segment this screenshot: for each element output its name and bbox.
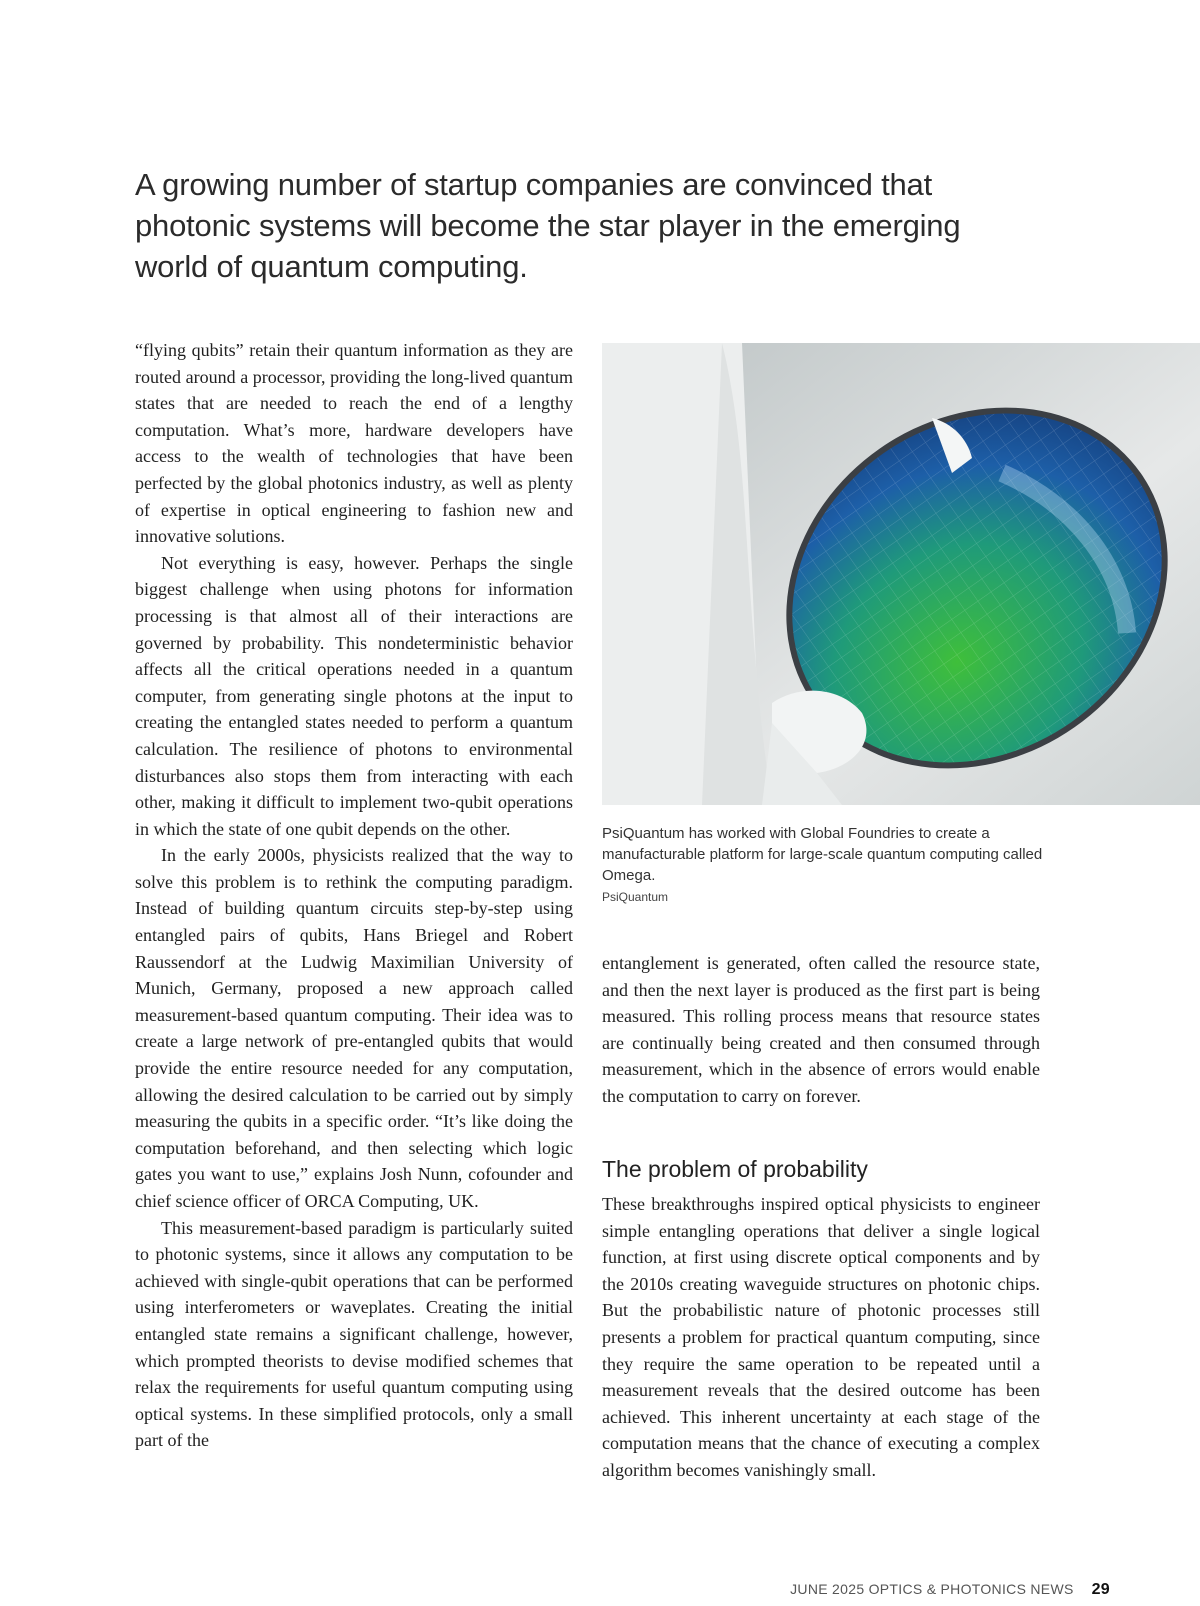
photo-credit: PsiQuantum	[602, 890, 669, 904]
paragraph: “flying qubits” retain their quantum information as they are routed around a processor, providing the long-lived quantum states that are needed to reach the end of a lengthy computation. What’s more, hardware developers have access to the wealth of technologies that have been perfected by the global photonics industry, as well as plenty of expertise in optical engineering to fashion new and innovative solutions.	[135, 340, 573, 547]
deck-headline: A growing number of startup companies are convinced that photonic systems will become the star player in the emerging world of quantum computing.	[135, 167, 961, 284]
body-column-right-top	[602, 950, 1040, 1110]
paragraph: In the early 2000s, physicists realized that the way to solve this problem is to rethink the computing paradigm. Instead of building quantum circuits step-by-step using entangled pairs of qubits, Hans Briegel and Robert Raussendorf at the Ludwig Maximilian University of Munich, Germany, proposed a new approach called measurement-based quantum computing. Their idea was to create a large network of pre-entangled qubits that would provide the entire resource needed for any computation, allowing the desired calculation to be carried out by simply measuring the qubits in a specific order. “It’s like doing the computation beforehand, and then selecting which logic gates you want to use,” explains Josh Nunn, cofounder and chief science officer of ORCA Computing, UK.	[135, 845, 573, 1211]
section-subhead: The problem of probability	[602, 1156, 868, 1182]
page-footer	[790, 1581, 1110, 1599]
paragraph: These breakthroughs inspired optical physicists to engineer simple entangling operations that deliver a single logical function, at first using discrete optical components and by the 2010s creating waveguide structures on photonic chips. But the probabilistic nature of photonic processes still presents a problem for practical quantum computing, since they require the same operation to be repeated until a measurement reveals that the desired outcome has been achieved. This inherent uncertainty at each stage of the computation means that the chance of executing a complex algorithm becomes vanishingly small.	[602, 1194, 1040, 1480]
photo-caption: PsiQuantum has worked with Global Foundries to create a manufacturable platform for large-scale quantum computing called Omega.	[602, 825, 1043, 884]
issue-label: JUNE 2025 OPTICS & PHOTONICS NEWS	[790, 1581, 1074, 1597]
page-number: 29	[1091, 1581, 1110, 1598]
body-column-left	[135, 337, 573, 1454]
body-column-right-bottom	[602, 1191, 1040, 1484]
paragraph: This measurement-based paradigm is particularly suited to photonic systems, since it allows any computation to be achieved with single-qubit operations that can be performed using interferometers or waveplates. Creating the initial entangled state remains a significant challenge, however, which prompted theorists to devise modified schemes that relax the requirements for useful quantum computing using optical systems. In these simplified protocols, only a small part of the	[135, 1217, 573, 1451]
paragraph: Not everything is easy, however. Perhaps the single biggest challenge when using photons for information processing is that almost all of their interactions are governed by probability. This nondeterministic behavior affects all the critical operations needed in a quantum computer, from generating single photons at the input to creating the entangled states needed to perform a quantum calculation. The resilience of photons to environmental disturbances also stops them from interacting with each other, making it difficult to implement two-qubit operations in which the state of one qubit depends on the other.	[135, 552, 573, 839]
paragraph: entanglement is generated, often called the resource state, and then the next layer is produced as the first part is being measured. This rolling process means that resource states are continually being created and then consumed through measurement, which in the absence of errors would enable the computation to carry on forever.	[602, 953, 1040, 1106]
wafer-photo	[602, 343, 1200, 805]
